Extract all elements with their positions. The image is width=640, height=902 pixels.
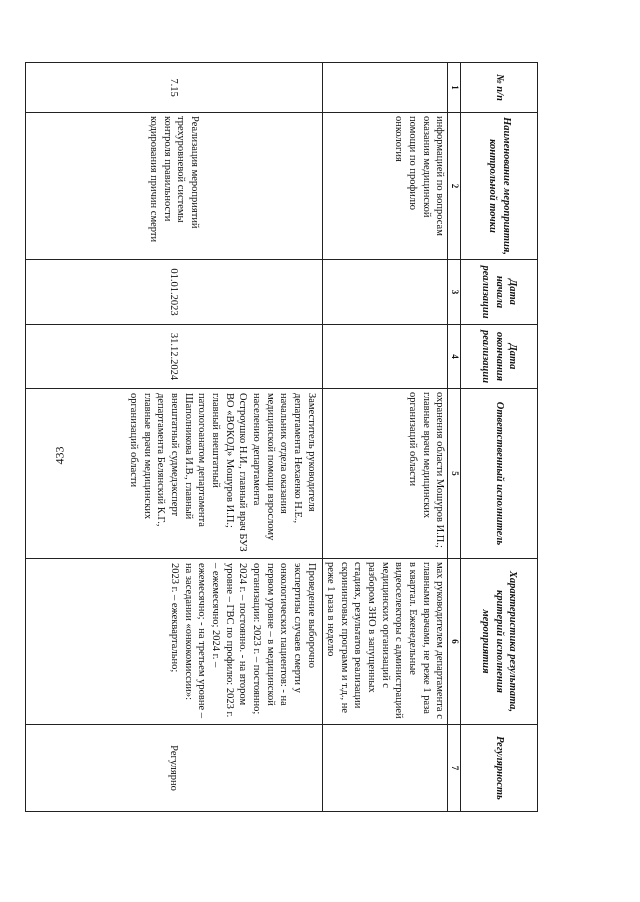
cell-responsible: Заместитель руководителя департамента Нехаенко Н.Е., начальник отдела оказания медицинской помощи взрослому населению департамента Остроушко Н.И., главный врач БУЗ ВО «ВОКОД» Мошуров И.П.; главный внештатный патологоанатом департамента Шаполникова И.В., главный внештатный судмедэксперт департамента Белянский К.Г., главные врачи медицинских организаций области bbox=[25, 389, 322, 559]
header-row bbox=[461, 63, 538, 812]
column-number-row bbox=[448, 63, 461, 812]
cell-name: информацией по вопросам оказания медицинской помощи по профилю онкология bbox=[322, 113, 448, 260]
header-name: Наименование мероприятия, контрольной точки bbox=[461, 113, 538, 260]
cell-start: 01.01.2023 bbox=[25, 260, 322, 325]
rotated-table-container bbox=[52, 62, 538, 811]
header-regularity: Регулярность bbox=[461, 725, 538, 812]
table-row bbox=[322, 63, 448, 812]
column-number: 2 bbox=[448, 113, 461, 260]
column-number: 1 bbox=[448, 63, 461, 113]
cell-regularity: Регулярно bbox=[25, 725, 322, 812]
column-number: 7 bbox=[448, 725, 461, 812]
table-row bbox=[25, 63, 322, 812]
header-start: Дата начала реализации bbox=[461, 260, 538, 325]
header-result: Характеристика результата, критерий исполнения мероприятия bbox=[461, 559, 538, 725]
cell-num bbox=[322, 63, 448, 113]
header-num: № п/п bbox=[461, 63, 538, 113]
cell-end: 31.12.2024 bbox=[25, 325, 322, 389]
cell-result: Проведение выборочно экспертизы случаев смерти у онкологических пациентов: - на первом уровне – в медицинской организации: 2023 г. – постоянно; 2024 г. – постоянно. - на втором уровне – ГВС по профилю: 2023 г. – ежемесячно; 2024 г. – ежемесячно; - на третьем уровне – на заседании «онкокомиссии»: 2023 г. – ежеквартально; bbox=[25, 559, 322, 725]
cell-start bbox=[322, 260, 448, 325]
activities-table bbox=[25, 62, 538, 812]
header-end: Дата окончания реализации bbox=[461, 325, 538, 389]
cell-regularity bbox=[322, 725, 448, 812]
cell-num: 7.15 bbox=[25, 63, 322, 113]
column-number: 5 bbox=[448, 389, 461, 559]
cell-responsible: охранения области Мошуров И.П.; главные врачи медицинских организаций области bbox=[322, 389, 448, 559]
column-number: 4 bbox=[448, 325, 461, 389]
header-responsible: Ответственный исполнитель bbox=[461, 389, 538, 559]
cell-name: Реализация мероприятий трехуровневой системы контроля правильности кодирования причин смерти bbox=[25, 113, 322, 260]
column-number: 3 bbox=[448, 260, 461, 325]
cell-end bbox=[322, 325, 448, 389]
column-number: 6 bbox=[448, 559, 461, 725]
cell-result: мах руководителем департамента с главными врачами, не реже 1 раза в квартал. Еженедельные видеоселекторы с администрацией медицинских организаций с разбором ЗНО в запущенных стадиях, результатов реализации скрининговых программ и т.д., не реже 1 раза в неделю bbox=[322, 559, 448, 725]
page-number: 433 bbox=[52, 446, 67, 465]
